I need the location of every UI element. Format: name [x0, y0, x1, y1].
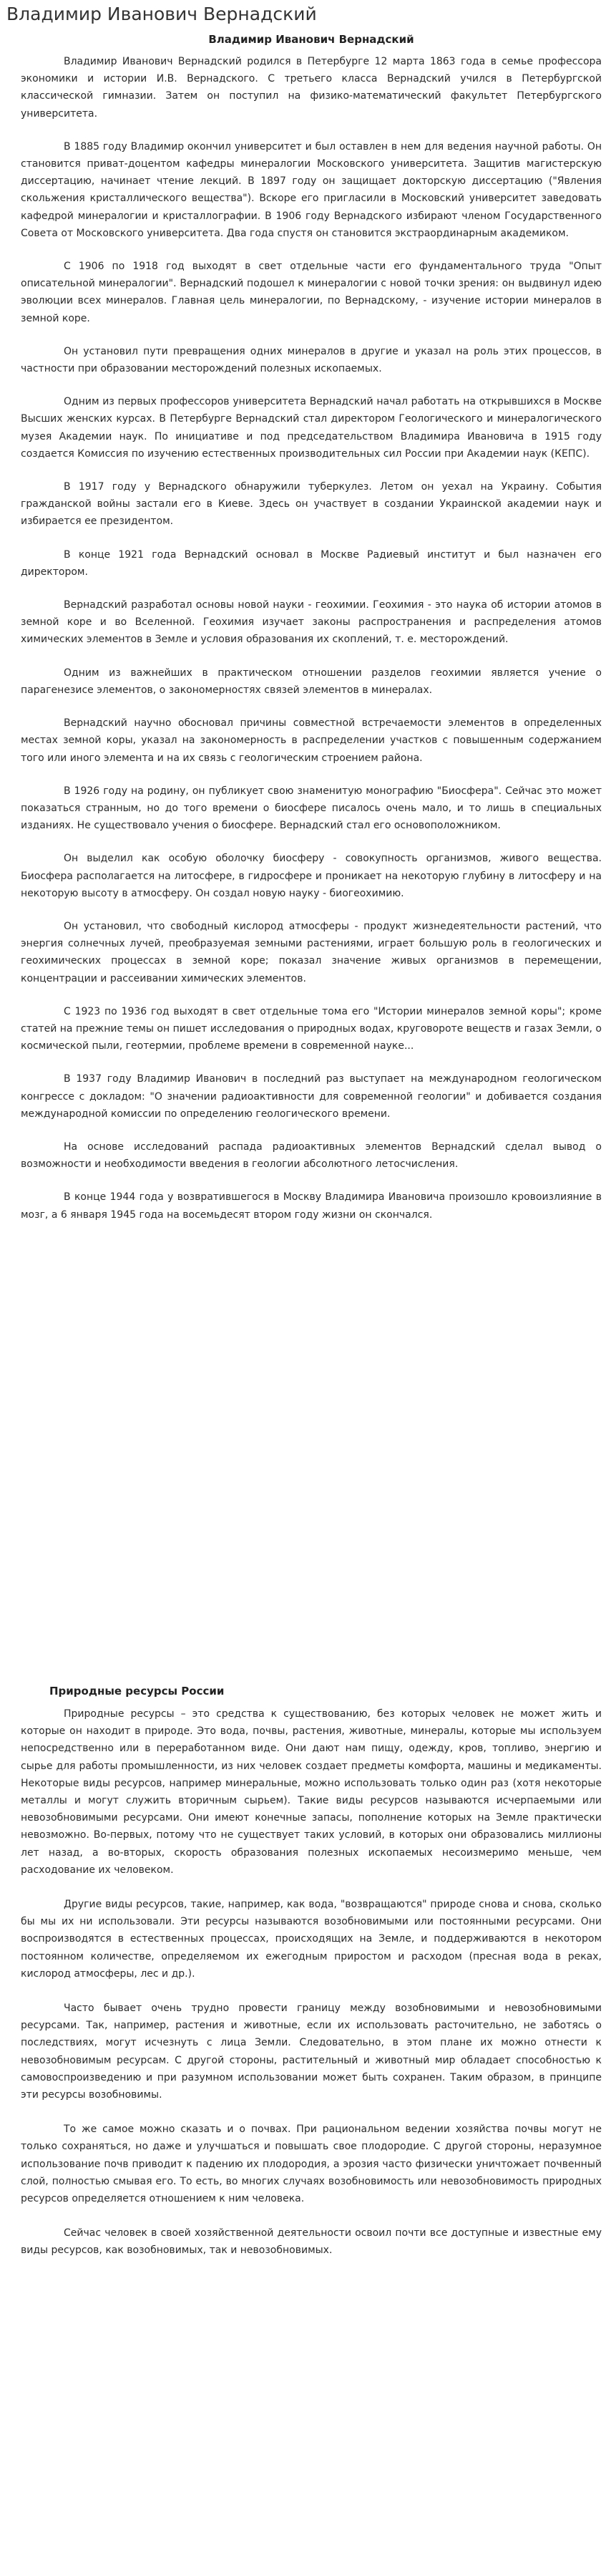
article-paragraph: С 1923 по 1936 год выходят в свет отдельные тома его "Истории минералов земной коры"; кроме статей на прежние темы он пишет исследования о природных водах, круговороте веществ и газах Земли, о космической пыли, геотермии, проблеме времени в современной науке...	[21, 1005, 602, 1052]
article-paragraph: Одним из важнейших в практическом отношении разделов геохимии является учение о парагенезисе элементов, о закономерностях связей элементов в минералах.	[21, 667, 602, 696]
article-paragraph: Одним из первых профессоров университета Вернадский начал работать на открывшихся в Москве Высших женских курсах. В Петербурге Вернадский стал директором Геологического и минералогического музея Академии наук. По инициативе и под председательством Владимира Ивановича в 1915 году создается Комиссия по изучению естественных производительных сил России при Академии наук (КЕПС).	[21, 396, 602, 460]
article-paragraph: В 1917 году у Вернадского обнаружили туберкулез. Летом он уехал на Украину. События гражданской войны застали его в Киеве. Здесь он участвует в создании Украинской академии наук и избирается ее президентом.	[21, 481, 602, 528]
article-heading: Владимир Иванович Вернадский	[208, 33, 414, 46]
article-paragraph: Он установил пути превращения одних минералов в другие и указал на роль этих процессов, в частности при образовании месторождений полезных ископаемых.	[21, 345, 602, 375]
article-paragraph: Владимир Иванович Вернадский родился в Петербурге 12 марта 1863 года в семье профессора экономики и истории И.В. Вернадского. С третьего класса Вернадский учился в Петербургской классической гимназии. Затем он поступил на физико-математический факультет Петербургского университета.	[21, 56, 602, 120]
section-paragraph: То же самое можно сказать и о почвах. При рациональном ведении хозяйства почвы могут не только сохраняться, но даже и улучшаться и повышать свое плодородие. С другой стороны, неразумное использование почв приводит к падению их плодородия, а эрозия часто физически уничтожает почвенный слой, полностью смывая его. То есть, во многих случаях возобновимость или невозобновимость природных ресурсов определяется отношением к ним человека.	[21, 2124, 602, 2205]
article-vernadsky	[21, 32, 602, 1239]
article-paragraph: Вернадский научно обосновал причины совместной встречаемости элементов в определенных местах земной коры, указал на закономерность в распределении участков с повышенным содержанием того или иного элемента и на их связь с геологическим строением района.	[21, 717, 602, 764]
page-title: Владимир Иванович Вернадский	[6, 4, 317, 24]
section-paragraph: Сейчас человек в своей хозяйственной деятельности освоил почти все доступные и известные ему виды ресурсов, как возобновимых, так и невозобновимых.	[21, 2227, 602, 2257]
article-paragraph: В конце 1921 года Вернадский основал в Москве Радиевый институт и был назначен его директором.	[21, 548, 602, 578]
section-natural-resources	[21, 1681, 602, 2277]
article-paragraph: С 1906 по 1918 год выходят в свет отдельные части его фундаментального труда "Опыт описательной минералогии". Вернадский подошел к минералогии с новой точки зрения: он выдвинул идею эволюции всех минералов. Главная цель минералогии, по Вернадскому, - изучение истории минералов в земной коре.	[21, 261, 602, 324]
article-paragraph: Он выделил как особую оболочку биосферу - совокупность организмов, живого вещества. Биосфера располагается на литосфере, в гидросфере и проникает на некоторую глубину в литосферу и на некоторую высоту в атмосферу. Он создал новую науку - биогеохимию.	[21, 853, 602, 899]
article-paragraph: В 1937 году Владимир Иванович в последний раз выступает на международном геологическом конгрессе с докладом: "О значении радиоактивности для современной геологии" и добивается создания международной комиссии по определению геологического времени.	[21, 1073, 602, 1120]
section-heading: Природные ресурсы России	[49, 1685, 225, 1698]
section-paragraph: Другие виды ресурсов, такие, например, как вода, "возвращаются" природе снова и снова, сколько бы мы их ни использовали. Эти ресурсы называются возобновимыми или постоянными ресурсами. Они воспроизводятся в естественных процессах, происходящих на Земле, и поддерживаются в некотором постоянном количестве, определяемом их ежегодным приростом и расходом (пресная вода в реках, кислород атмосферы, лес и др.).	[21, 1899, 602, 1980]
section-paragraph: Природные ресурсы – это средства к существованию, без которых человек не может жить и которые он находит в природе. Это вода, почвы, растения, животные, минералы, которые мы используем непосредственно или в переработанном виде. Они дают нам пищу, одежду, кров, топливо, энергию и сырье для работы промышленности, из них человек создает предметы комфорта, машины и медикаменты. Некоторые виды ресурсов, например минеральные, можно использовать только один раз (хотя некоторые металлы и могут служить вторичным сырьем). Такие виды ресурсов называются исчерпаемыми или невозобновимыми ресурсами. Они имеют конечные запасы, пополнение которых на Земле практически невозможно. Во-первых, потому что не существует таких условий, в которых они образовались миллионы лет назад, а во-вторых, скорость образования полезных ископаемых несоизмеримо меньше, чем расходование их человеком.	[21, 1708, 602, 1876]
article-paragraph: На основе исследований распада радиоактивных элементов Вернадский сделал вывод о возможности и необходимости введения в геологии абсолютного летосчисления.	[21, 1141, 602, 1171]
article-paragraph: В 1926 году на родину, он публикует свою знаменитую монографию "Биосфера". Сейчас это может показаться странным, но до того времени о биосфере писалось очень мало, и то лишь в специальных изданиях. Не существовало учения о биосфере. Вернадский стал его основоположником.	[21, 785, 602, 832]
article-paragraph: В конце 1944 года у возвратившегося в Москву Владимира Ивановича произошло кровоизлияние в мозг, а 6 января 1945 года на восемьдесят втором году жизни он скончался.	[21, 1191, 602, 1221]
section-paragraph: Часто бывает очень трудно провести границу между возобновимыми и невозобновимыми ресурсами. Так, например, растения и животные, если их использовать расточительно, не заботясь о последствиях, могут исчезнуть с лица Земли. Следовательно, в этом плане их можно отнести к невозобновимым ресурсам. С другой стороны, растительный и животный мир обладает способностью к самовоспроизведению и при разумном использовании может быть сохранен. Таким образом, в принципе эти ресурсы возобновимы.	[21, 2003, 602, 2101]
article-paragraph: В 1885 году Владимир окончил университет и был оставлен в нем для ведения научной работы. Он становится приват-доцентом кафедры минералогии Московского университета. Защитив магистерскую диссертацию, начинает чтение лекций. В 1897 году он защищает докторскую диссертацию ("Явления скольжения кристаллического вещества"). Вскоре его пригласили в Московский университет заведовать кафедрой минералогии и кристаллографии. В 1906 году Вернадского избирают членом Государственного Совета от Московского университета. Два года спустя он становится экстраординарным академиком.	[21, 140, 602, 239]
article-paragraph: Он установил, что свободный кислород атмосферы - продукт жизнедеятельности растений, что энергия солнечных лучей, преобразуемая земными растениями, играет большую роль в геологических и геохимических процессах в земной коре; показал значение живых организмов в перемещении, концентрации и рассеивании химических элементов.	[21, 920, 602, 984]
article-paragraph: Вернадский разработал основы новой науки - геохимии. Геохимия - это наука об истории атомов в земной коре и во Вселенной. Геохимия изучает законы распространения и распределения атомов химических элементов в Земле и условия образования их скоплений, т. е. месторождений.	[21, 599, 602, 646]
